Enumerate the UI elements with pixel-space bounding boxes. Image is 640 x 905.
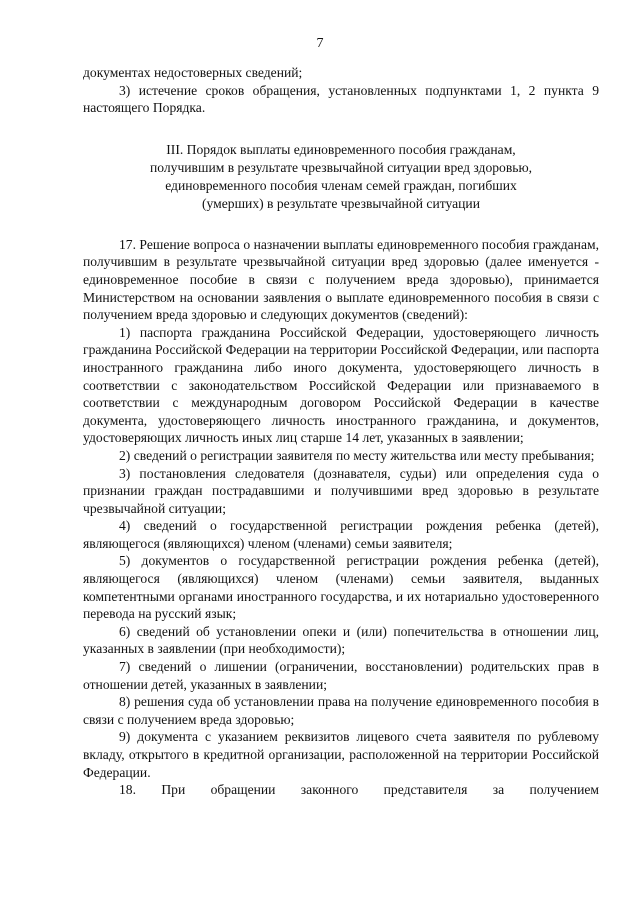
document-body [83, 64, 599, 799]
list-item-3: 3) истечение сроков обращения, установленных подпунктами 1, 2 пункта 9 настоящего Порядка. [83, 82, 599, 116]
continuation-line: документах недостоверных сведений; [83, 65, 303, 80]
list-item-3: 3) постановления следователя (дознавателя, судьи) или определения суда о признании граждан пострадавшими и получившими вред здоровью в результате чрезвычайной ситуации; [83, 465, 599, 516]
list-item-6: 6) сведений об установлении опеки и (или) попечительства в отношении лиц, указанных в заявлении (при необходимости); [83, 623, 599, 657]
list-item-4: 4) сведений о государственной регистрации рождения ребенка (детей), являющегося (являющихся) членом (членами) семьи заявителя; [83, 518, 599, 551]
list-item-5: 5) документов о государственной регистрации рождения ребенка (детей), являющегося (являющихся) членом (членами) семьи заявителя, выданных компетентными органами иностранного государства, и их нотариально удостоверенного перевода на русский язык; [83, 553, 599, 622]
section-heading-line: (умерших) в результате чрезвычайной ситуации [202, 195, 480, 211]
section-heading-line: III. Порядок выплаты единовременного пособия гражданам, [166, 141, 516, 157]
list-item-7: 7) сведений о лишении (ограничении, восстановлении) родительских прав в отношении детей, указанных в заявлении; [83, 659, 599, 692]
paragraph-17: 17. Решение вопроса о назначении выплаты единовременного пособия гражданам, получившим в результате чрезвычайной ситуации вред здоровью (далее именуется - единовременное пособие в связи с получением вреда здоровью), принимается Министерством на основании заявления о выплате единовременного пособия в связи с получением вреда здоровью и следующих документов (сведений): [83, 236, 599, 323]
section-heading [83, 141, 599, 213]
list-item-9: 9) документа с указанием реквизитов лицевого счета заявителя по рублевому вкладу, открытого в кредитной организации, расположенной на территории Российской Федерации. [83, 729, 599, 780]
section-heading-line: единовременного пособия членам семей граждан, погибших [165, 177, 517, 193]
list-item-8: 8) решения суда об установлении права на получение единовременного пособия в связи с получением вреда здоровью; [83, 694, 599, 727]
page-number: 7 [316, 36, 324, 51]
list-item-2: 2) сведений о регистрации заявителя по месту жительства или месту пребывания; [119, 447, 595, 463]
paragraph-18: 18. При обращении законного представителя за получением [119, 782, 599, 798]
section-heading-line: получившим в результате чрезвычайной ситуации вред здоровью, [149, 159, 533, 175]
list-item-1: 1) паспорта гражданина Российской Федерации, удостоверяющего личность гражданина Российской Федерации на территории Российской Федерации, или паспорта иностранного гражданина либо иного документа, удостоверяющего личность в соответствии с законодательством Российской Федерации или признаваемого в соответствии с международным договором Российской Федерации в качестве документа, удостоверяющего личность иностранного гражданина, и документов, удостоверяющих личность иных лиц старше 14 лет, указанных в заявлении; [83, 324, 599, 446]
